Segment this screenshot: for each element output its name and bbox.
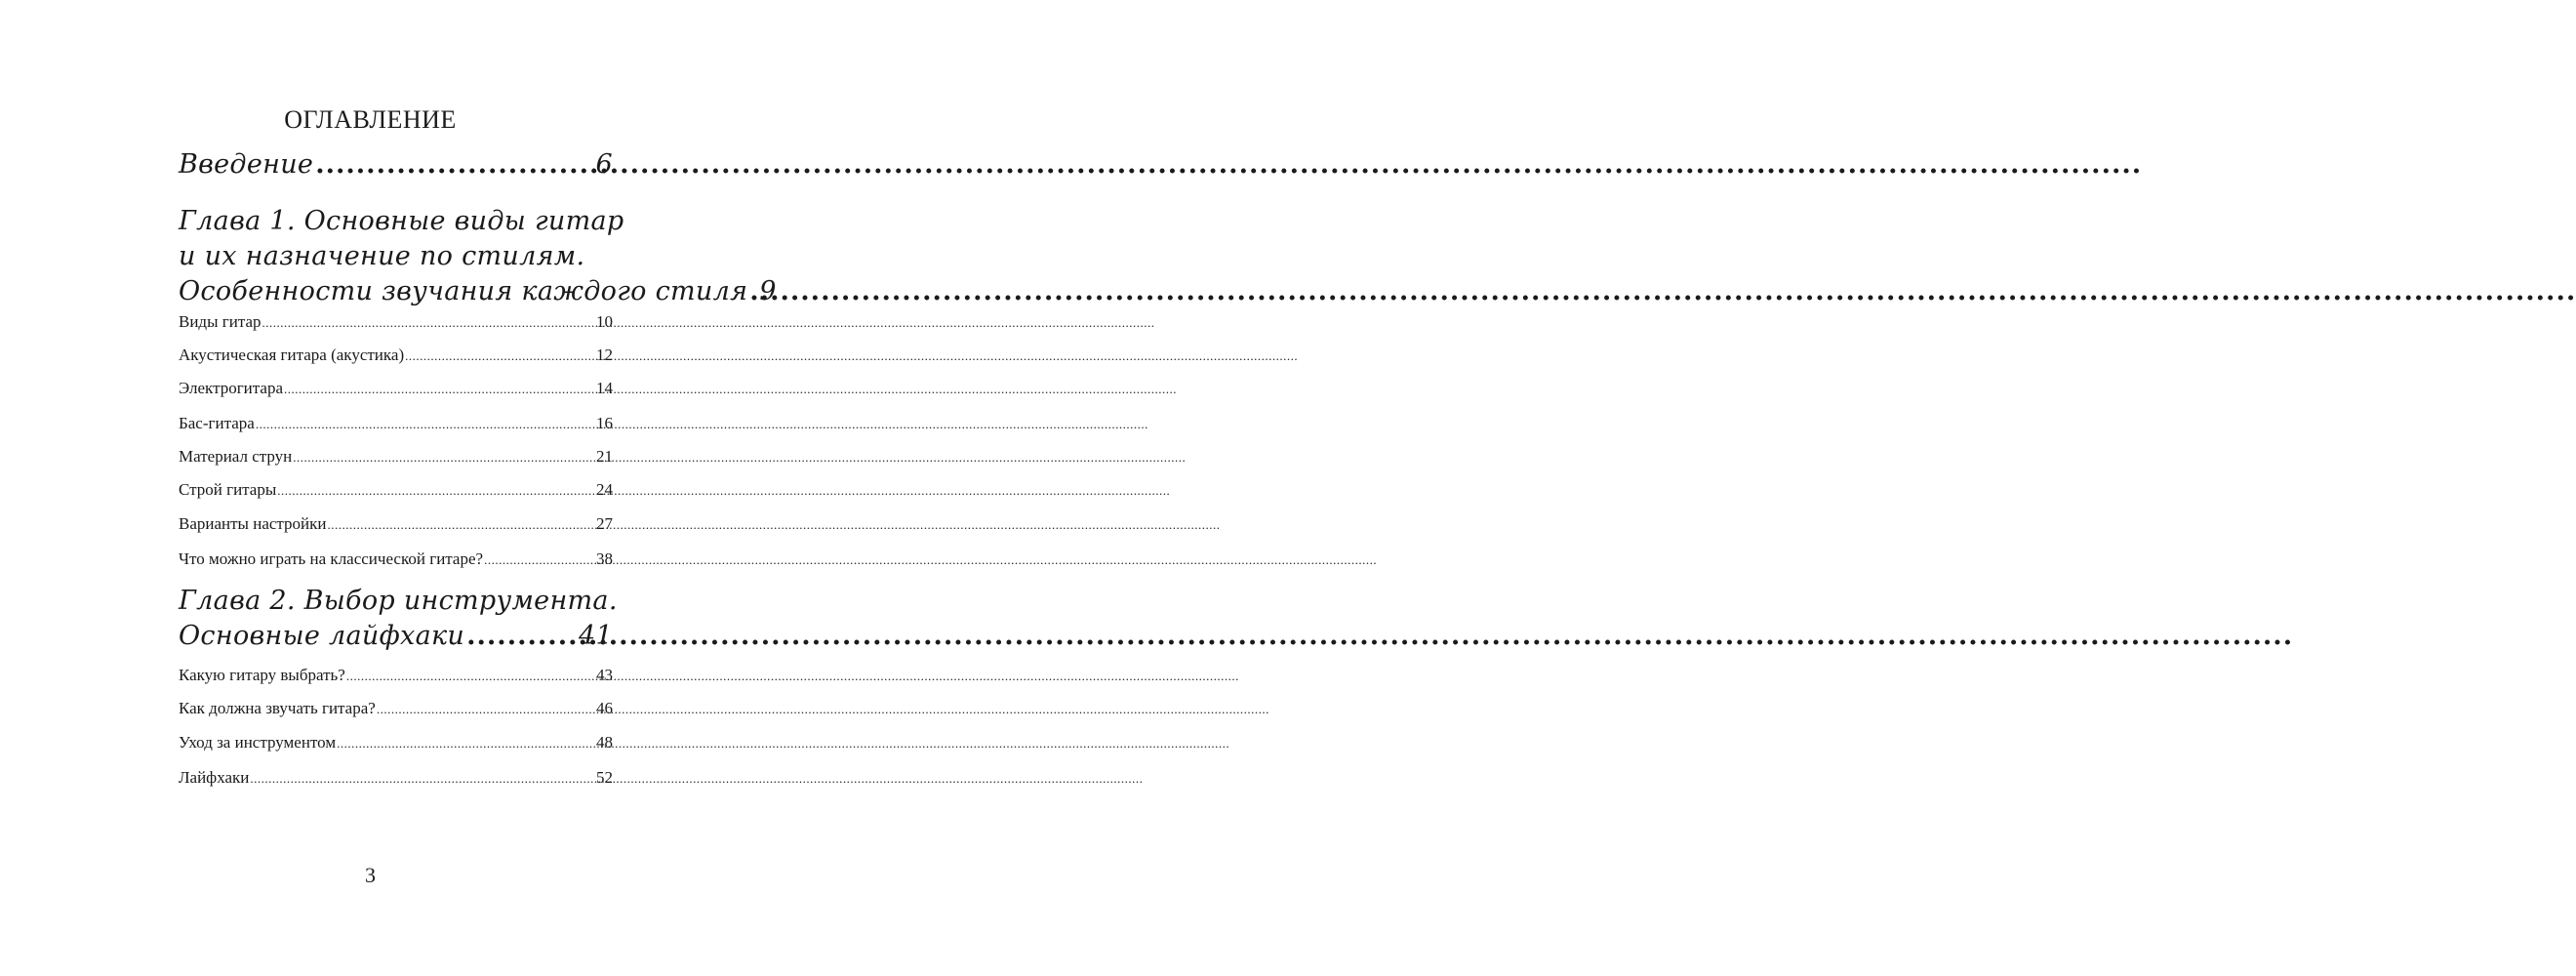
- dot-leader: [749, 274, 757, 309]
- chapter-2-title-line-1: Глава 2. Выбор инструмента.: [179, 586, 618, 616]
- toc-entry-chapter-1[interactable]: [179, 204, 777, 309]
- toc-section[interactable]: [179, 514, 613, 534]
- section-page: 16: [596, 414, 613, 432]
- section-label: Лайфхаки: [179, 768, 250, 787]
- dot-leader: [328, 517, 595, 533]
- section-label: Бас-гитара: [179, 414, 255, 432]
- section-page: 46: [596, 699, 613, 717]
- dot-leader: [284, 382, 595, 397]
- introduction-page: 6: [595, 149, 613, 180]
- chapter-1-title-line-2: и их назначение по стилям.: [179, 241, 585, 271]
- section-page: 38: [596, 549, 613, 568]
- chapter-1-title-line-3: Особенности звучания каждого стиля: [179, 276, 748, 306]
- dot-leader: [262, 315, 595, 331]
- dot-leader: [315, 147, 593, 183]
- dot-leader: [484, 552, 595, 568]
- dot-leader: [346, 669, 595, 684]
- toc-section[interactable]: [179, 768, 613, 788]
- dot-leader: [466, 619, 577, 654]
- toc-section[interactable]: [179, 447, 613, 467]
- section-label: Как должна звучать гитара?: [179, 699, 376, 717]
- chapter-1-title-line-1: Глава 1. Основные виды гитар: [179, 206, 624, 236]
- section-label: Материал струн: [179, 447, 293, 466]
- dot-leader: [405, 348, 595, 364]
- section-label: Что можно играть на классической гитаре?: [179, 549, 484, 568]
- toc-section[interactable]: [179, 346, 613, 365]
- toc-section[interactable]: [179, 733, 613, 752]
- section-label: Какую гитару выбрать?: [179, 666, 345, 684]
- section-label: Виды гитар: [179, 312, 262, 331]
- toc-section[interactable]: [179, 414, 613, 433]
- dot-leader: [250, 771, 595, 787]
- section-page: 24: [596, 480, 613, 499]
- toc-section[interactable]: [179, 699, 613, 718]
- toc-section[interactable]: [179, 666, 613, 685]
- section-page: 12: [596, 346, 613, 364]
- dot-leader: [377, 702, 595, 717]
- dot-leader: [256, 417, 595, 432]
- toc-section[interactable]: [179, 379, 613, 398]
- toc-entry-chapter-2[interactable]: [179, 584, 618, 654]
- introduction-label: Введение: [179, 149, 314, 180]
- toc-section[interactable]: [179, 480, 613, 500]
- section-page: 14: [596, 379, 613, 397]
- toc-entry-introduction[interactable]: [179, 147, 613, 183]
- chapter-2-title-line-2: Основные лайфхаки: [179, 621, 465, 651]
- section-page: 48: [596, 733, 613, 752]
- section-label: Электрогитара: [179, 379, 283, 397]
- section-page: 43: [596, 666, 613, 684]
- section-label: Акустическая гитара (акустика): [179, 346, 405, 364]
- section-label: Варианты настройки: [179, 514, 327, 533]
- section-page: 27: [596, 514, 613, 533]
- section-label: Уход за инструментом: [179, 733, 337, 752]
- page-number: 3: [365, 863, 376, 887]
- toc-section[interactable]: [179, 549, 613, 569]
- chapter-2-page: 41: [579, 621, 613, 651]
- dot-leader: [293, 450, 595, 466]
- toc-heading: ОГЛАВЛЕНИЕ: [284, 105, 457, 134]
- section-page: 21: [596, 447, 613, 466]
- dot-leader: [277, 483, 595, 499]
- section-page: 10: [596, 312, 613, 331]
- dot-leader: [337, 736, 595, 752]
- toc-section[interactable]: [179, 312, 613, 332]
- chapter-1-page: 9: [759, 276, 777, 306]
- book-page: [0, 0, 777, 976]
- section-page: 52: [596, 768, 613, 787]
- section-label: Строй гитары: [179, 480, 277, 499]
